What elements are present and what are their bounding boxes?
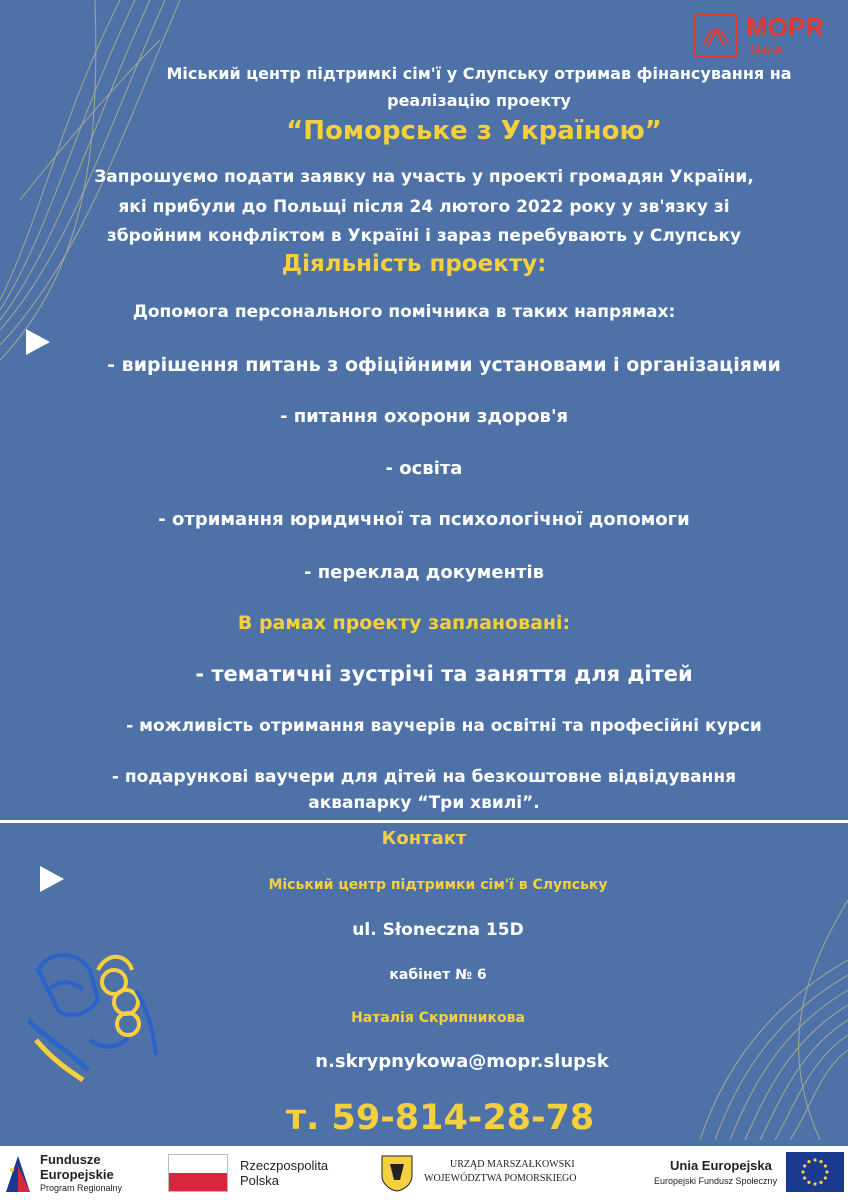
section-divider: [0, 820, 848, 823]
funds-line-3: Program Regionalny: [40, 1183, 123, 1193]
pomorskie-coat-of-arms-icon: [380, 1154, 414, 1192]
intro-line-1: Міський центр підтримкі сім'ї у Слупську отримав фінансування на: [166, 64, 792, 83]
activity-item-translation: - переклад документів: [303, 562, 545, 583]
fundusze-europejskie-icon: [2, 1152, 34, 1194]
rp-line-2: Polska: [240, 1173, 280, 1188]
urzad-line-1: URZĄD MARSZAŁKOWSKI: [450, 1159, 575, 1170]
planned-item-gift-vouchers-line-2: аквапарку “Три хвилі”.: [308, 793, 540, 813]
handshake-icon: [28, 930, 168, 1090]
mopr-logo-subtext: Słupsk: [750, 44, 784, 56]
mopr-emblem-icon: [694, 14, 738, 58]
activities-heading: Діяльність проекту:: [281, 251, 547, 277]
funds-line-1: Fundusze: [40, 1152, 101, 1167]
planned-item-vouchers-courses: - можливість отримання ваучерів на освітні та професійні курси: [126, 716, 762, 736]
intro-line-2: реалізацію проекту: [387, 91, 571, 110]
planned-item-gift-vouchers-line-1: - подарункові ваучери для дітей на безкоштовне відвідування: [111, 767, 737, 787]
rp-line-1: Rzeczpospolita: [240, 1158, 329, 1173]
activity-item-education: - освіта: [385, 458, 463, 479]
contact-room: кабінет № 6: [389, 967, 487, 983]
eu-line-1: Unia Europejska: [670, 1158, 772, 1173]
activity-item-legal-psychological: - отримання юридичної та психологічної допомоги: [158, 509, 690, 530]
contact-email[interactable]: n.skrypnykowa@mopr.slupsk: [315, 1051, 609, 1072]
footer-logos: [0, 1146, 848, 1200]
invitation-line-1: Запрошуємо подати заявку на участь у проекті громадян України,: [94, 167, 754, 187]
planned-heading: В рамах проекту заплановані:: [237, 612, 571, 634]
activities-subheading: Допомога персонального помічника в таких напрямах:: [132, 302, 676, 322]
arrow-icon: [26, 329, 50, 355]
contact-address: ul. Słoneczna 15D: [352, 920, 524, 940]
mopr-logo: [694, 12, 834, 60]
project-title: “Поморське з Україною”: [286, 116, 662, 146]
contact-person: Наталія Скрипникова: [351, 1010, 525, 1026]
polish-flag-icon: [168, 1154, 228, 1192]
mopr-logo-text: MOPR: [746, 12, 824, 42]
contact-phone[interactable]: т. 59-814-28-78: [285, 1098, 595, 1138]
contact-organization: Міський центр підтримки сім'ї в Слупську: [268, 877, 608, 893]
invitation-line-3: збройним конфліктом в Україні і зараз перебувають у Слупську: [106, 226, 742, 246]
funds-line-2: Europejskie: [40, 1167, 114, 1182]
contact-heading: Контакт: [381, 828, 467, 849]
eu-flag-icon: [786, 1152, 844, 1192]
planned-item-meetings: - тематичні зустрічі та заняття для дітей: [195, 662, 693, 686]
eu-line-2: Europejski Fundusz Społeczny: [654, 1176, 778, 1186]
activity-item-official-institutions: - вирішення питань з офіційними установами і організаціями: [107, 354, 781, 376]
urzad-line-2: WOJEWÓDZTWA POMORSKIEGO: [424, 1173, 577, 1184]
invitation-line-2: які прибули до Польщі після 24 лютого 2022 року у зв'язку зі: [118, 197, 730, 217]
activity-item-healthcare: - питання охорони здоров'я: [279, 406, 569, 427]
